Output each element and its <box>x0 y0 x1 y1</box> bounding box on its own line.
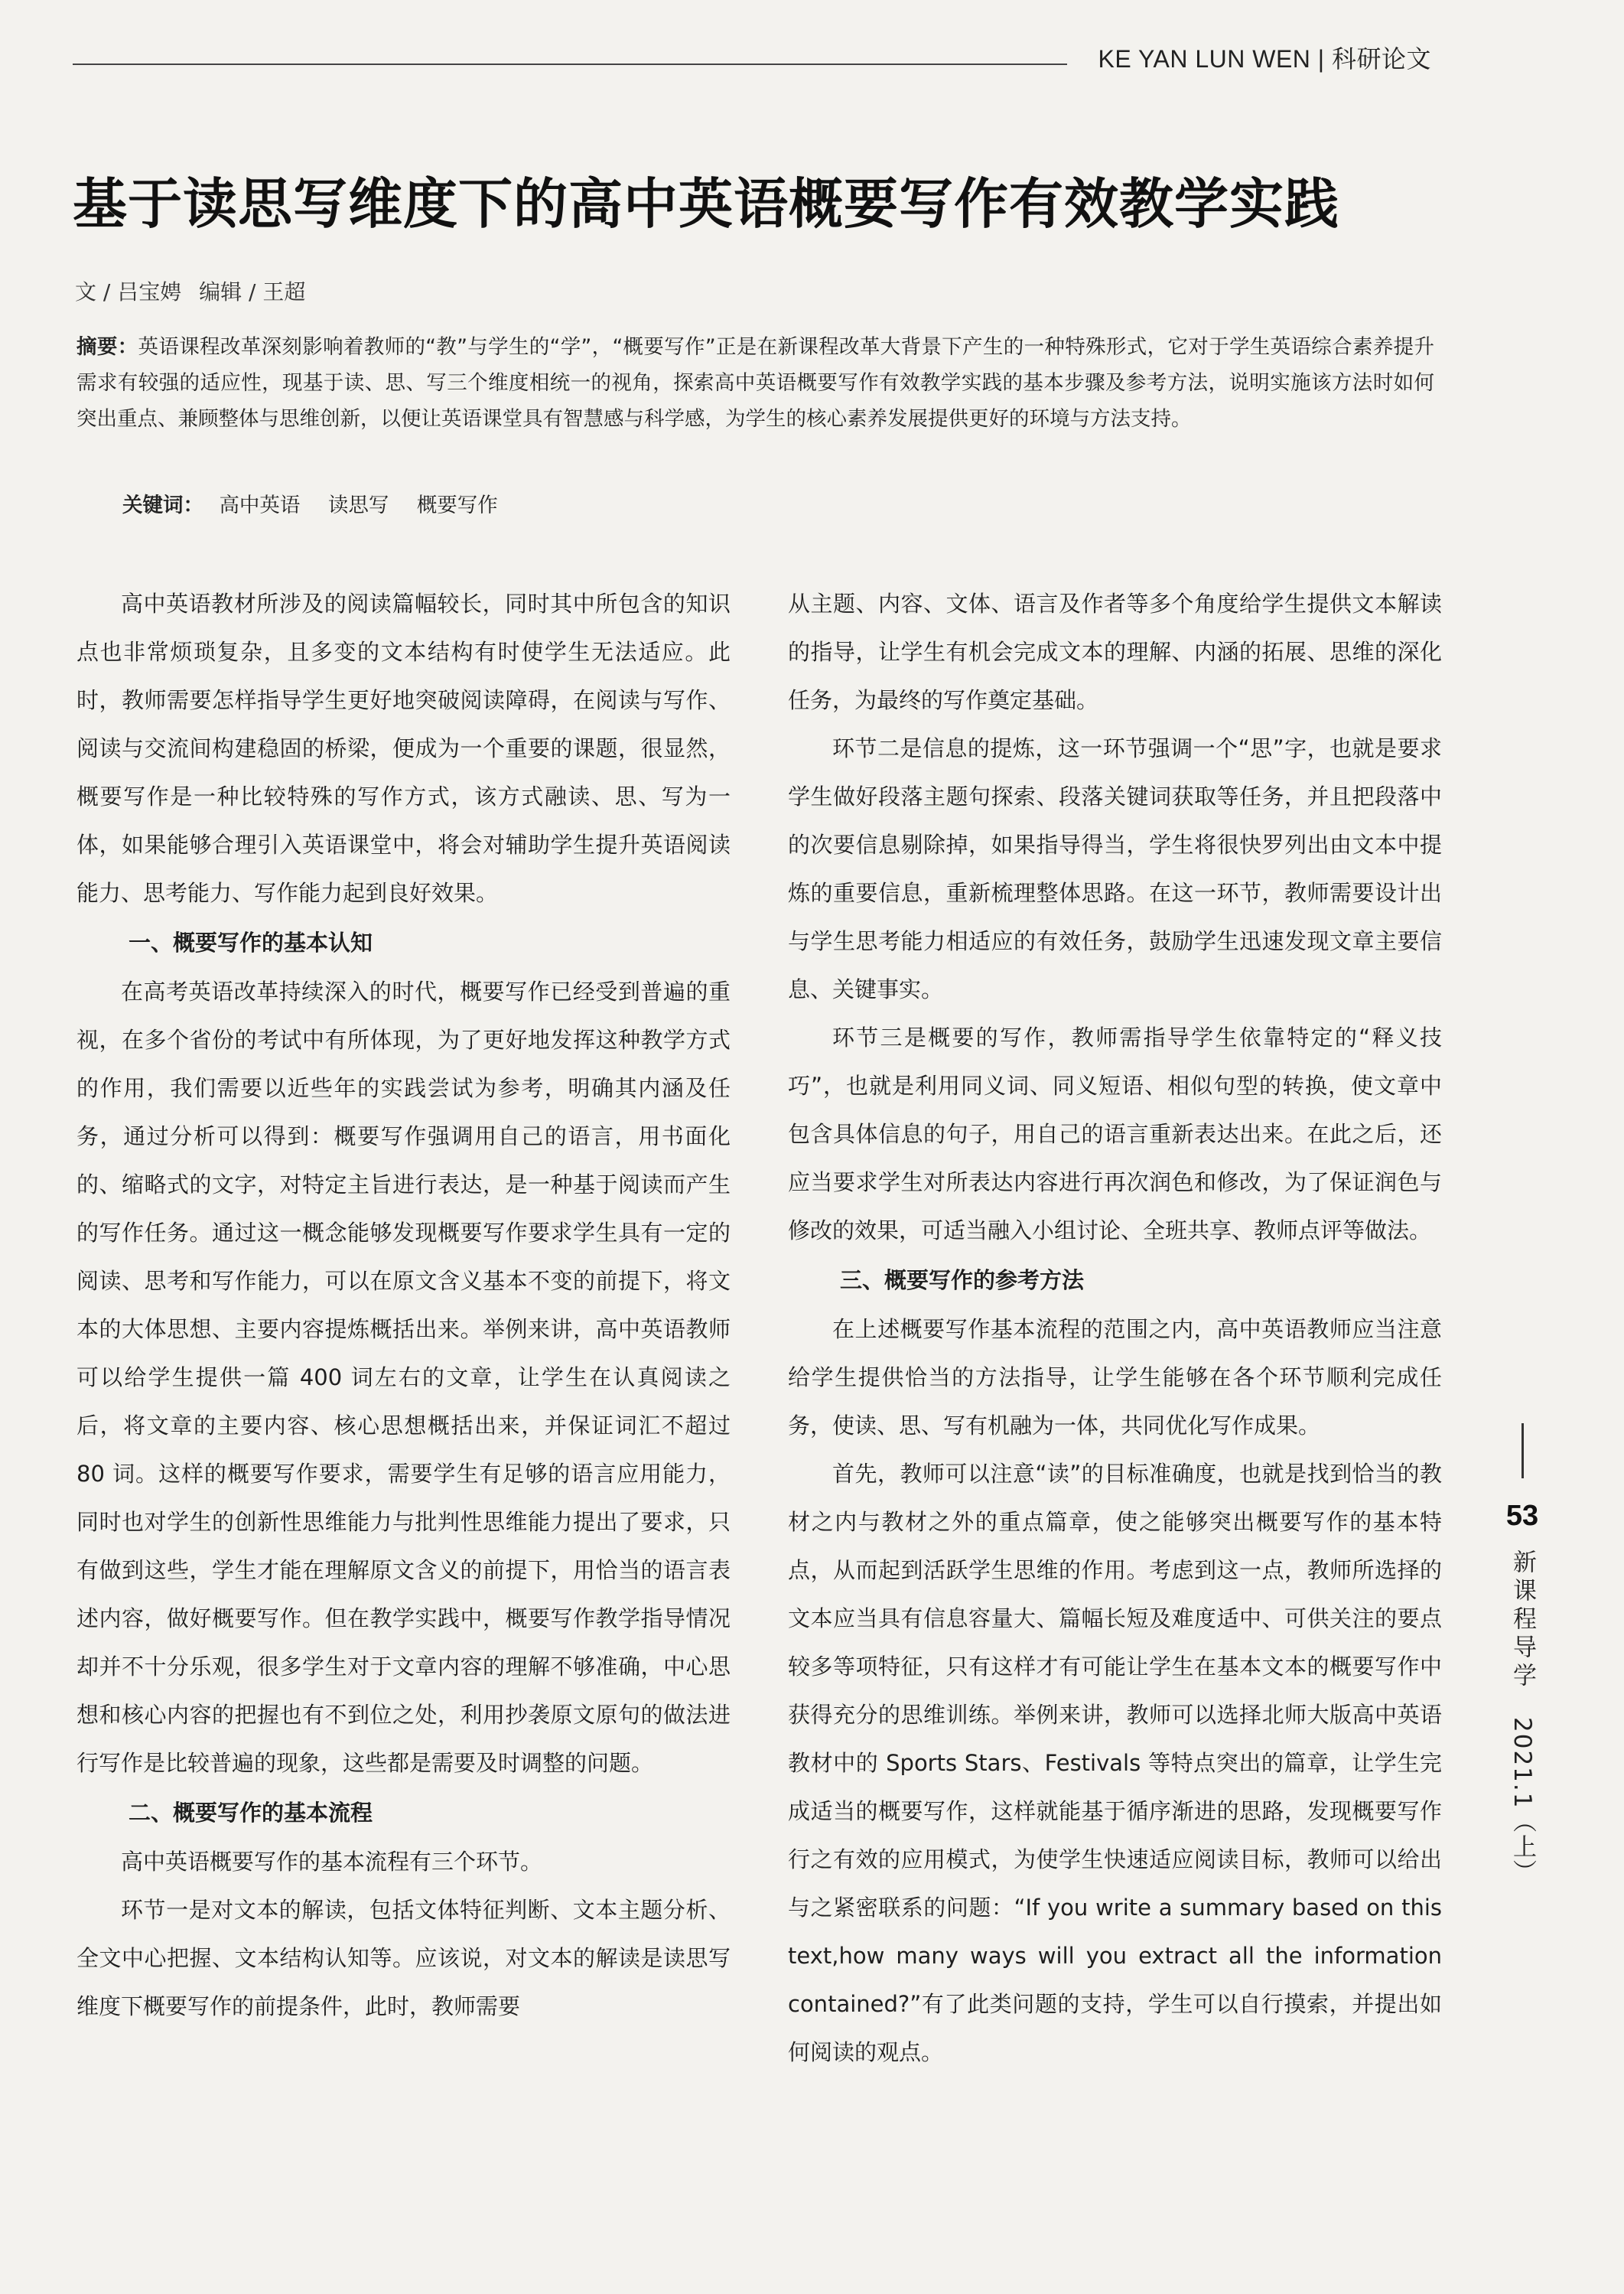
paragraph: 在高考英语改革持续深入的时代，概要写作已经受到普遍的重视，在多个省份的考试中有所体现，为了更好地发挥这种教学方式的作用，我们需要以近些年的实践尝试为参考，明确其内涵及任务，通过分析可以得到：概要写作强调用自己的语言，用书面化的、缩略式的文字，对特定主旨进行表达，是一种基于阅读而产生的写作任务。通过这一概念能够发现概要写作要求学生具有一定的阅读、思考和写作能力，可以在原文含义基本不变的前提下，将文本的大体思想、主要内容提炼概括出来。举例来讲，高中英语教师可以给学生提供一篇 400 词左右的文章，让学生在认真阅读之后，将文章的主要内容、核心思想概括出来，并保证词汇不超过 80 词。这样的概要写作要求，需要学生有足够的语言应用能力，同时也对学生的创新性思维能力与批判性思维能力提出了要求，只有做到这些，学生才能在理解原文含义的前提下，用恰当的语言表述内容，做好概要写作。但在教学实践中，概要写作教学指导情况却并不十分乐观，很多学生对于文章内容的理解不够准确，中心思想和核心内容的把握也有不到位之处，利用抄袭原文原句的做法进行写作是比较普遍的现象，这些都是需要及时调整的问题。 <box>76 979 731 1776</box>
paragraph-continuation: 从主题、内容、文体、语言及作者等多个角度给学生提供文本解读的指导，让学生有机会完成文本的理解、内涵的拓展、思维的深化任务，为最终的写作奠定基础。 <box>788 591 1442 713</box>
section-heading-1: 一、概要写作的基本认知 <box>129 930 373 956</box>
paragraph: 环节三是概要的写作，教师需指导学生依靠特定的“释义技巧”，也就是利用同义词、同义短语、相似句型的转换，使文章中包含具体信息的句子，用自己的语言重新表达出来。在此之后，还应当要求学生对所表达内容进行再次润色和修改，为了保证润色与修改的效果，可适当融入小组讨论、全班共享、教师点评等做法。 <box>788 1025 1442 1243</box>
issue-date: 2021.1（上） <box>1508 1716 1536 1885</box>
running-header: KE YAN LUN WEN | 科研论文 <box>1098 45 1431 73</box>
paragraph: 环节一是对文本的解读，包括文体特征判断、文本主题分析、全文中心把握、文本结构认知等。应该说，对文本的解读是读思写维度下概要写作的前提条件，此时，教师需要 <box>76 1897 731 2019</box>
article-title: 基于读思写维度下的高中英语概要写作有效教学实践 <box>73 172 1340 236</box>
keyword: 概要写作 <box>416 494 498 517</box>
paragraph: 首先，教师可以注意“读”的目标准确度，也就是找到恰当的教材之内与教材之外的重点篇章，使之能够突出概要写作的基本特点，从而起到活跃学生思维的作用。考虑到这一点，教师所选择的文本应当具有信息容量大、篇幅长短及难度适中、可供关注的要点较多等项特征，只有这样才有可能让学生在基本文本的概要写作中获得充分的思维训练。举例来讲，教师可以选择北师大版高中英语教材中的 Sports Stars、Festivals 等特点突出的篇章，让学生完成适当的概要写作，这样就能基于循序渐进的思路，发现概要写作行之有效的应用模式，为使学生快速适应阅读目标，教师可以给出与之紧密联系的问题：“If you write a summary based on this text,how many ways will you extract all the information contained?”有了此类问题的支持，学生可以自行摸索，并提出如何阅读的观点。 <box>788 1461 1442 2065</box>
header-rule <box>73 64 1067 65</box>
section-heading-2: 二、概要写作的基本流程 <box>129 1800 373 1826</box>
keywords <box>122 488 519 518</box>
keyword: 高中英语 <box>219 494 301 517</box>
keyword: 读思写 <box>327 494 389 517</box>
keywords-label: 关键词： <box>122 494 203 517</box>
page-folio <box>1488 1423 1557 1885</box>
abstract-label: 摘要： <box>76 335 138 359</box>
paragraph: 在上述概要写作基本流程的范围之内，高中英语教师应当注意给学生提供恰当的方法指导，让学生能够在各个环节顺利完成任务，使读、思、写有机融为一体，共同优化写作成果。 <box>788 1316 1442 1439</box>
abstract-text: 英语课程改革深刻影响着教师的“教”与学生的“学”，“概要写作”正是在新课程改革大背景下产生的一种特殊形式，它对于学生英语综合素养提升需求有较强的适应性，现基于读、思、写三个维度相统一的视角，探索高中英语概要写作有效教学实践的基本步骤及参考方法，说明实施该方法时如何突出重点、兼顾整体与思维创新，以便让英语课堂具有智慧感与科学感，为学生的核心素养发展提供更好的环境与方法支持。 <box>76 335 1435 431</box>
editor: 编辑 / 王超 <box>199 279 306 305</box>
section-heading-3: 三、概要写作的参考方法 <box>840 1267 1085 1293</box>
byline <box>75 275 316 306</box>
left-column <box>76 580 731 2031</box>
intro-paragraph: 高中英语教材所涉及的阅读篇幅较长，同时其中所包含的知识点也非常烦琐复杂，且多变的文本结构有时使学生无法适应。此时，教师需要怎样指导学生更好地突破阅读障碍，在阅读与写作、阅读与交流间构建稳固的桥梁，便成为一个重要的课题，很显然，概要写作是一种比较特殊的写作方式，该方式融读、思、写为一体，如果能够合理引入英语课堂中，将会对辅助学生提升英语阅读能力、思考能力、写作能力起到良好效果。 <box>76 591 731 906</box>
author: 文 / 吕宝娉 <box>75 279 182 305</box>
journal-name: 新课程导学 <box>1508 1549 1536 1691</box>
journal-info <box>1507 1549 1538 1885</box>
page-number: 53 <box>1505 1500 1539 1532</box>
folio-rule <box>1521 1423 1524 1478</box>
paragraph: 高中英语概要写作的基本流程有三个环节。 <box>121 1849 543 1875</box>
paragraph: 环节二是信息的提炼，这一环节强调一个“思”字，也就是要求学生做好段落主题句探索、段落关键词获取等任务，并且把段落中的次要信息剔除掉，如果指导得当，学生将很快罗列出由文本中提炼的重要信息，重新梳理整体思路。在这一环节，教师需要设计出与学生思考能力相适应的有效任务，鼓励学生迅速发现文章主要信息、关键事实。 <box>788 735 1442 1002</box>
abstract <box>76 329 1434 437</box>
right-column <box>788 580 1442 2077</box>
